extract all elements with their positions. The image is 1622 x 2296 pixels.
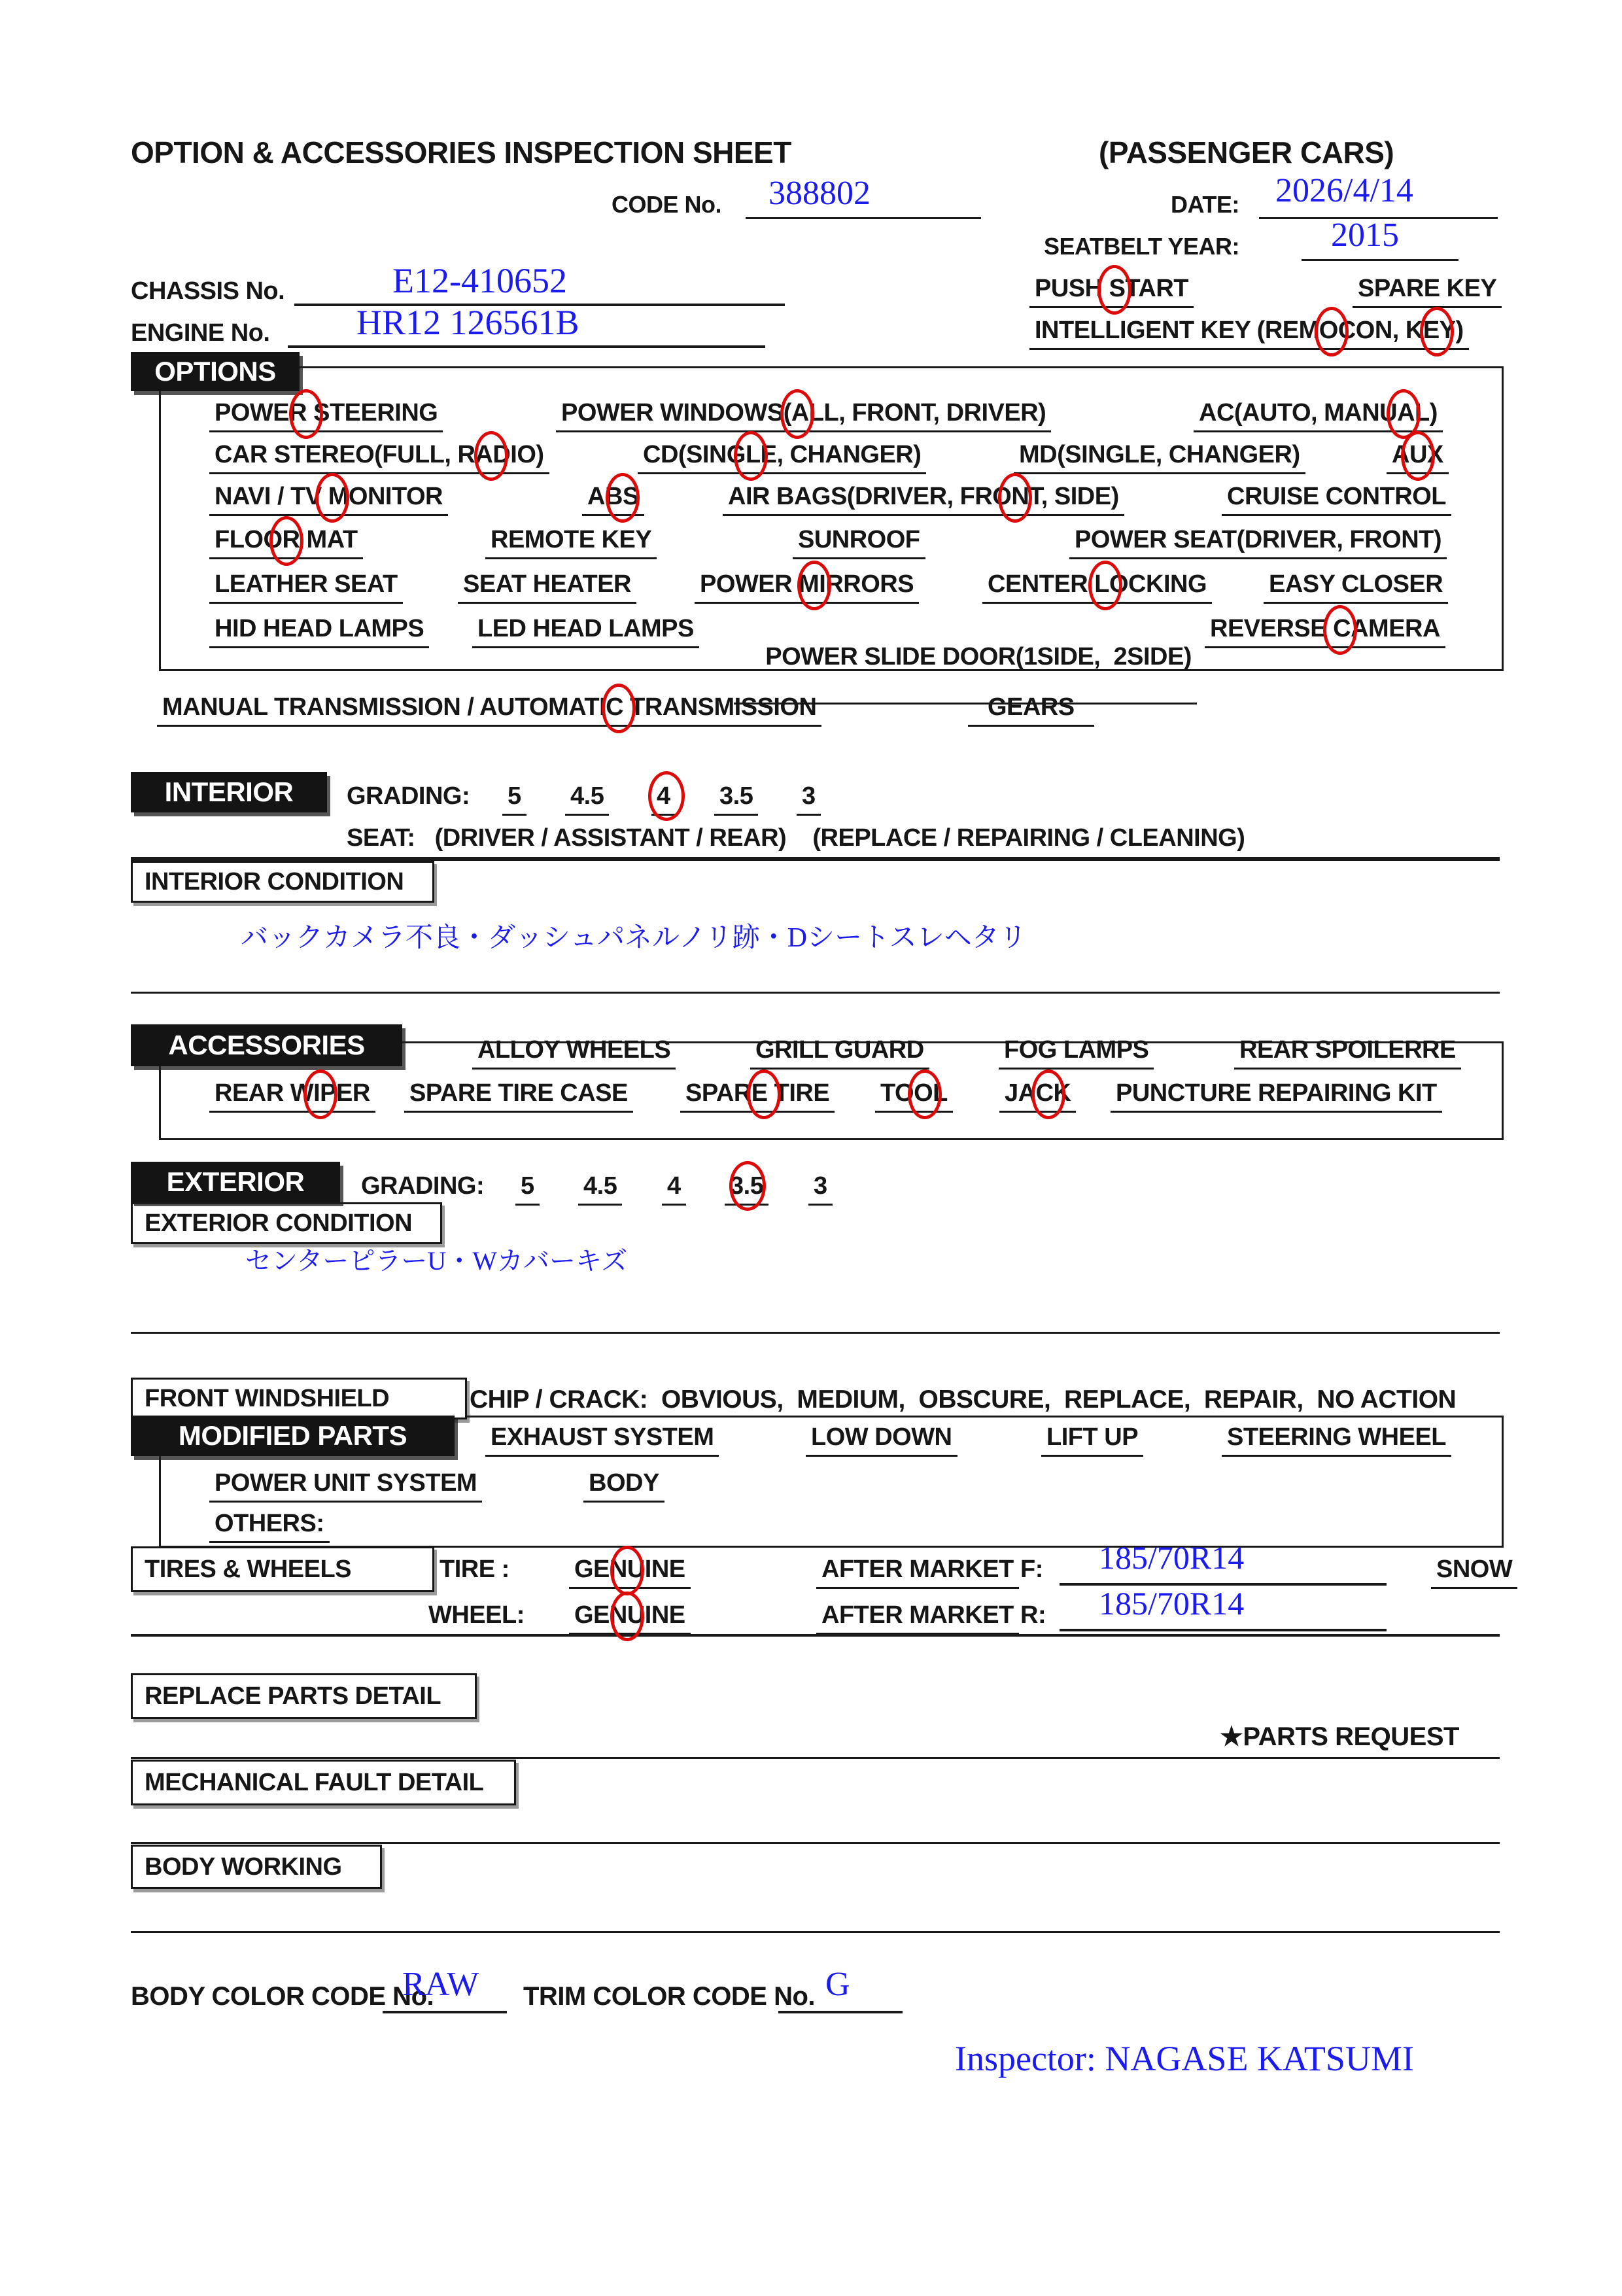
replace-parts-detail-label: REPLACE PARTS DETAIL xyxy=(131,1673,477,1719)
exterior-grade-3: 3 xyxy=(808,1172,833,1206)
interior-grading-label: GRADING: xyxy=(347,782,470,810)
selection-circle xyxy=(1401,431,1435,481)
selection-circle xyxy=(474,431,508,481)
interior-condition-note: バックカメラ不良・ダッシュパネルノリ跡・Dシートスレヘタリ xyxy=(241,923,1027,953)
option-aux: AUX xyxy=(1387,441,1449,474)
accessory-spare-tire-case: SPARE TIRE CASE xyxy=(404,1079,633,1113)
engine-label: ENGINE No. xyxy=(131,319,270,347)
gears-label: GEARS xyxy=(968,693,1094,727)
selection-circle xyxy=(602,684,636,733)
accessory-tool: TOOL xyxy=(875,1079,953,1113)
accessory-rear-spoiler: REAR SPOILERRE xyxy=(1234,1036,1461,1070)
selection-circle xyxy=(610,1546,644,1595)
divider xyxy=(131,992,1500,994)
date-label: DATE: xyxy=(1171,191,1239,218)
modified-power-unit-system: POWER UNIT SYSTEM xyxy=(209,1469,482,1503)
transmission-line: MANUAL TRANSMISSION / AUTOMATIC TRANSMISSION xyxy=(157,693,821,727)
seatbelt-underline xyxy=(1302,259,1458,261)
selection-circle xyxy=(269,516,303,566)
exterior-grading-label: GRADING: xyxy=(361,1172,485,1200)
interior-grade-4: 4 xyxy=(651,782,676,816)
tire-label: TIRE : xyxy=(440,1556,509,1583)
push-start-option: PUSH START xyxy=(1029,275,1194,308)
rear-size-underline xyxy=(1060,1629,1387,1631)
option-leather-seat: LEATHER SEAT xyxy=(209,570,403,604)
exterior-section-label: EXTERIOR xyxy=(131,1162,340,1202)
selection-circle xyxy=(747,1070,781,1119)
option-navi-tv: NAVI / TV MONITOR xyxy=(209,483,448,516)
accessory-rear-wiper: REAR WIPER xyxy=(209,1079,375,1113)
tire-after-market: AFTER MARKET xyxy=(816,1556,1019,1589)
front-windshield-label: FRONT WINDSHIELD xyxy=(131,1378,467,1419)
selection-circle xyxy=(1420,307,1454,357)
selection-circle xyxy=(1097,265,1131,315)
exterior-grade-5: 5 xyxy=(515,1172,540,1206)
parts-request-label: ★PARTS REQUEST xyxy=(1220,1722,1459,1751)
seatbelt-year-value: 2015 xyxy=(1331,217,1399,254)
code-value: 388802 xyxy=(768,175,871,212)
accessory-spare-tire: SPARE TIRE xyxy=(680,1079,835,1113)
option-power-slide-door: POWER SLIDE DOOR(1SIDE, 2SIDE) xyxy=(734,615,1197,704)
chip-crack-line: CHIP / CRACK: OBVIOUS, MEDIUM, OBSCURE, REPLACE, REPAIR, NO ACTION xyxy=(470,1385,1457,1414)
trim-color-underline xyxy=(778,2011,903,2013)
selection-circle xyxy=(610,1592,644,1641)
exterior-grade-4-5: 4.5 xyxy=(578,1172,622,1206)
selection-circle xyxy=(315,473,349,523)
wheel-label: WHEEL: xyxy=(428,1601,525,1629)
modified-parts-section-label: MODIFIED PARTS xyxy=(131,1416,455,1456)
selection-circle xyxy=(780,389,814,439)
option-easy-closer: EASY CLOSER xyxy=(1264,570,1448,604)
front-tire-size: 185/70R14 xyxy=(1099,1539,1245,1576)
option-remote-key: REMOTE KEY xyxy=(485,526,657,559)
seatbelt-year-label: SEATBELT YEAR: xyxy=(1044,233,1240,260)
option-power-mirrors: POWER MIRRORS xyxy=(695,570,919,604)
page-title: OPTION & ACCESSORIES INSPECTION SHEET xyxy=(131,135,791,169)
divider xyxy=(131,1757,1500,1759)
rear-tire-size: 185/70R14 xyxy=(1099,1585,1245,1622)
option-power-seat: POWER SEAT(DRIVER, FRONT) xyxy=(1069,526,1447,559)
spare-key-option: SPARE KEY xyxy=(1353,275,1502,308)
accessory-fog-lamps: FOG LAMPS xyxy=(999,1036,1154,1070)
modified-low-down: LOW DOWN xyxy=(806,1423,958,1457)
option-hid-head-lamps: HID HEAD LAMPS xyxy=(209,615,429,648)
option-reverse-camera: REVERSE CAMERA xyxy=(1205,615,1445,648)
trim-color-code-value: G xyxy=(825,1966,850,2003)
option-led-head-lamps: LED HEAD LAMPS xyxy=(472,615,699,648)
accessory-alloy-wheels: ALLOY WHEELS xyxy=(472,1036,676,1070)
selection-circle xyxy=(289,389,323,439)
modified-exhaust-system: EXHAUST SYSTEM xyxy=(485,1423,719,1457)
selection-circle xyxy=(908,1070,942,1119)
wheel-after-market: AFTER MARKET xyxy=(816,1601,1019,1635)
front-size-label: F: xyxy=(1020,1556,1043,1583)
engine-underline xyxy=(288,345,765,348)
divider xyxy=(131,1931,1500,1933)
tire-genuine: GENUINE xyxy=(569,1556,691,1589)
interior-section-label: INTERIOR xyxy=(131,772,327,812)
option-abs: ABS xyxy=(582,483,644,516)
selection-circle xyxy=(1323,605,1357,655)
trim-color-code-label: TRIM COLOR CODE No. xyxy=(523,1982,816,2011)
option-power-windows: POWER WINDOWS(ALL, FRONT, DRIVER) xyxy=(556,399,1051,432)
body-color-code-value: RAW xyxy=(402,1966,479,2003)
interior-condition-label: INTERIOR CONDITION xyxy=(131,861,434,903)
selection-circle xyxy=(1315,307,1349,357)
divider xyxy=(131,1842,1500,1844)
tires-wheels-label: TIRES & WHEELS xyxy=(131,1546,434,1592)
interior-grade-3: 3 xyxy=(797,782,821,816)
snow-option: SNOW xyxy=(1431,1556,1517,1589)
option-floor-mat: FLOOR MAT xyxy=(209,526,363,559)
code-underline xyxy=(746,217,981,219)
modified-body: BODY xyxy=(583,1469,664,1503)
engine-value: HR12 126561B xyxy=(356,303,579,342)
rear-size-label: R: xyxy=(1020,1601,1046,1629)
selection-circle xyxy=(734,431,768,481)
mechanical-fault-detail-label: MECHANICAL FAULT DETAIL xyxy=(131,1760,516,1805)
exterior-condition-note: センターピラーU・Wカバーキズ xyxy=(245,1246,628,1276)
interior-grade-4-5: 4.5 xyxy=(565,782,609,816)
option-ac: AC(AUTO, MANUAL) xyxy=(1194,399,1443,432)
interior-grade-5: 5 xyxy=(502,782,526,816)
date-value: 2026/4/14 xyxy=(1275,172,1413,209)
selection-circle xyxy=(1031,1070,1065,1119)
option-center-locking: CENTER LOCKING xyxy=(982,570,1212,604)
body-color-underline xyxy=(383,2011,507,2013)
option-cd: CD(SINGLE, CHANGER) xyxy=(638,441,926,474)
option-air-bags: AIR BAGS(DRIVER, FRONT, SIDE) xyxy=(723,483,1124,516)
selection-circle xyxy=(729,1161,766,1211)
selection-circle xyxy=(606,473,640,523)
exterior-grade-3-5: 3.5 xyxy=(725,1172,768,1206)
selection-circle xyxy=(797,561,831,610)
body-working-label: BODY WORKING xyxy=(131,1845,382,1889)
selection-circle xyxy=(648,771,685,821)
selection-circle xyxy=(303,1070,337,1119)
modified-steering-wheel: STEERING WHEEL xyxy=(1222,1423,1451,1457)
option-seat-heater: SEAT HEATER xyxy=(458,570,636,604)
option-md: MD(SINGLE, CHANGER) xyxy=(1014,441,1305,474)
code-label: CODE No. xyxy=(612,191,722,218)
intelligent-key-option: INTELLIGENT KEY (REMOCON, KEY) xyxy=(1029,317,1469,350)
option-car-stereo: CAR STEREO(FULL, RADIO) xyxy=(209,441,549,474)
option-power-steering: POWER STEERING xyxy=(209,399,443,432)
option-cruise-control: CRUISE CONTROL xyxy=(1222,483,1451,516)
divider xyxy=(131,1634,1500,1637)
accessory-grill-guard: GRILL GUARD xyxy=(750,1036,929,1070)
accessory-jack: JACK xyxy=(999,1079,1076,1113)
selection-circle xyxy=(1088,561,1122,610)
exterior-grade-4: 4 xyxy=(662,1172,686,1206)
modified-others: OTHERS: xyxy=(209,1510,330,1543)
exterior-condition-label: EXTERIOR CONDITION xyxy=(131,1202,442,1244)
interior-grade-3-5: 3.5 xyxy=(714,782,758,816)
wheel-genuine: GENUINE xyxy=(569,1601,691,1635)
chassis-value: E12-410652 xyxy=(392,261,567,300)
option-sunroof: SUNROOF xyxy=(793,526,925,559)
seat-line: SEAT: (DRIVER / ASSISTANT / REAR) (REPLACE / REPAIRING / CLEANING) xyxy=(347,824,1245,852)
divider xyxy=(131,1332,1500,1334)
chassis-label: CHASSIS No. xyxy=(131,277,285,305)
selection-circle xyxy=(998,473,1032,523)
modified-lift-up: LIFT UP xyxy=(1041,1423,1143,1457)
accessory-puncture-kit: PUNCTURE REPAIRING KIT xyxy=(1111,1079,1442,1113)
inspector-signature: Inspector: NAGASE KATSUMI xyxy=(955,2039,1414,2078)
accessories-section-label: ACCESSORIES xyxy=(131,1024,402,1066)
page-subtitle: (PASSENGER CARS) xyxy=(1099,135,1394,169)
body-color-code-label: BODY COLOR CODE No. xyxy=(131,1982,434,2011)
options-section-label: OPTIONS xyxy=(131,352,300,391)
